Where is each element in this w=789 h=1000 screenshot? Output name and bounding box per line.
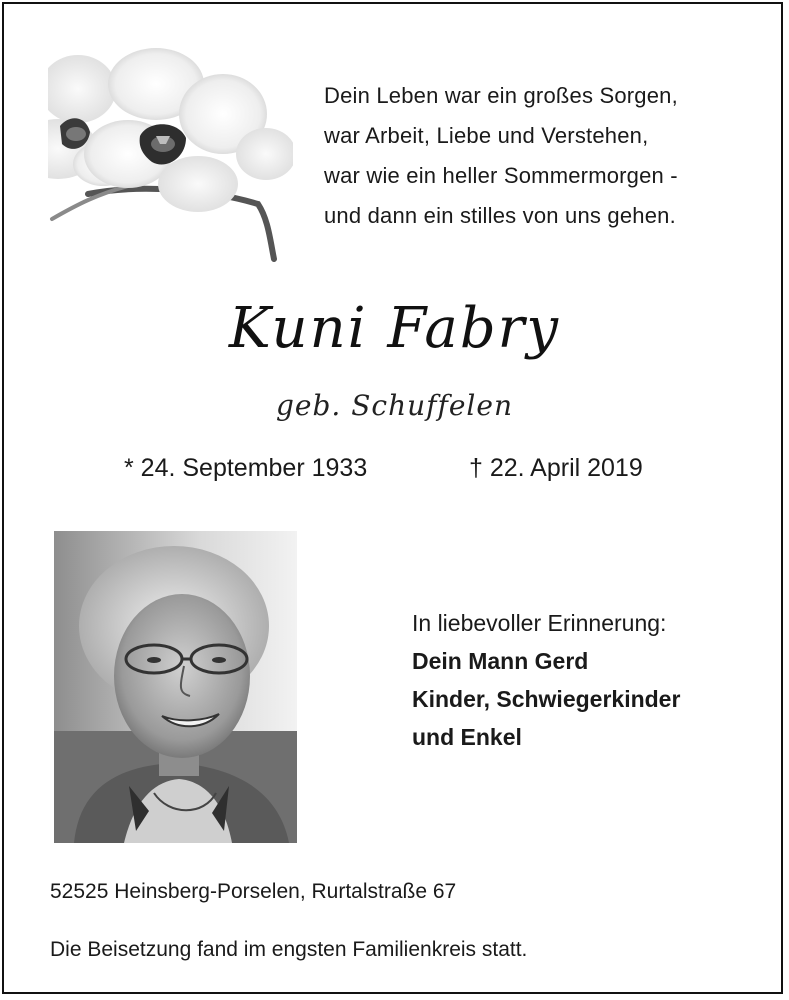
poem-line: und dann ein stilles von uns gehen. xyxy=(324,203,676,228)
poem-line: war wie ein heller Sommermorgen - xyxy=(324,163,678,188)
portrait-photo xyxy=(54,531,297,843)
mourner-line: Dein Mann Gerd xyxy=(412,648,589,674)
obituary-frame xyxy=(2,2,783,994)
birth-date: * 24. September 1933 xyxy=(124,454,368,482)
mourner-line: und Enkel xyxy=(412,724,522,750)
mourners-intro: In liebevoller Erinnerung: xyxy=(412,610,667,636)
mourner-line: Kinder, Schwiegerkinder xyxy=(412,686,681,712)
address: 52525 Heinsberg-Porselen, Rurtalstraße 67 xyxy=(50,880,457,903)
burial-notice: Die Beisetzung fand im engsten Familienkreis statt. xyxy=(50,938,528,961)
orchid-ornament-icon xyxy=(48,44,293,269)
poem-line: war Arbeit, Liebe und Verstehen, xyxy=(324,123,649,148)
deceased-name: Kuni Fabry xyxy=(228,296,561,361)
poem xyxy=(324,76,764,236)
poem-line: Dein Leben war ein großes Sorgen, xyxy=(324,83,678,108)
mourners xyxy=(412,604,772,756)
maiden-name: geb. Schuffelen xyxy=(275,389,513,422)
death-date: † 22. April 2019 xyxy=(469,454,643,482)
